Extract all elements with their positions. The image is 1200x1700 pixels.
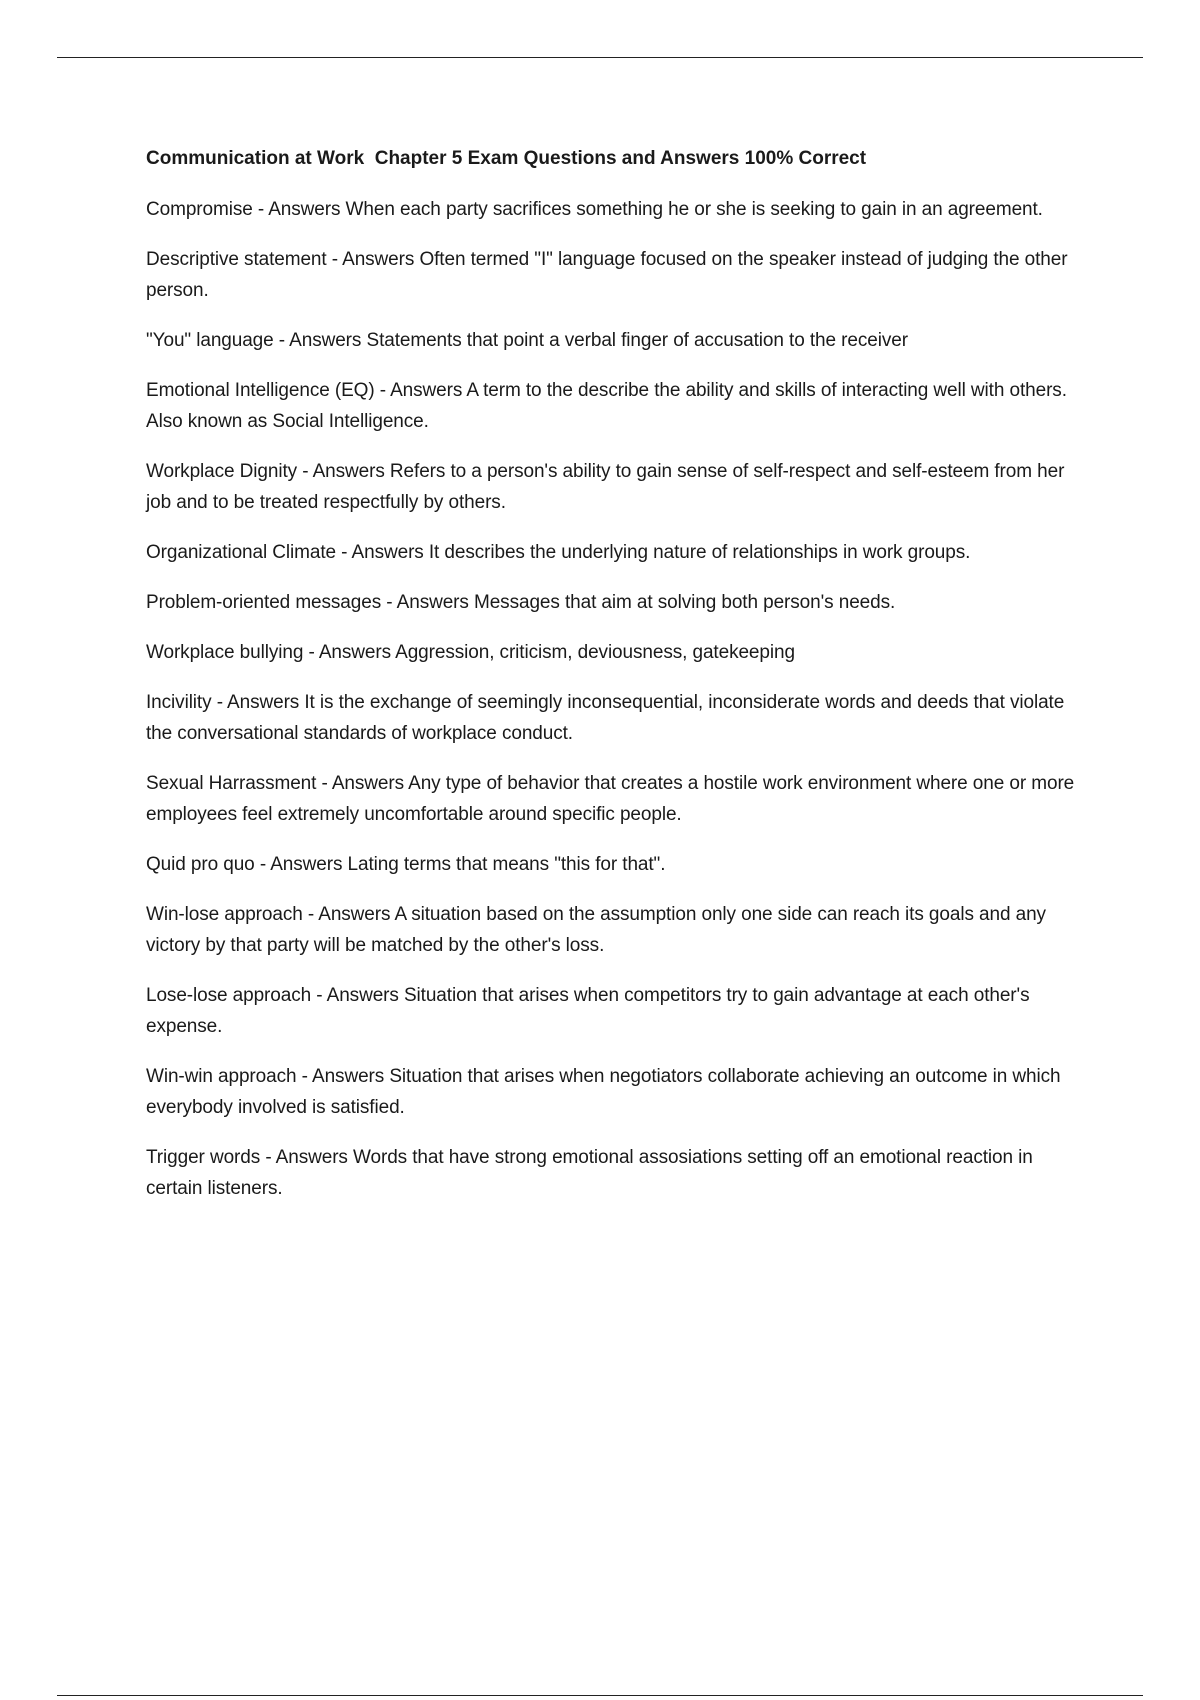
- qa-item-incivility: Incivility - Answers It is the exchange of seemingly inconsequential, inconsiderate words and deeds that violate the conversational standards of workplace conduct.: [146, 692, 1065, 744]
- qa-item-sexual-harrassment: Sexual Harrassment - Answers Any type of behavior that creates a hostile work environment where one or more employees feel extremely uncomfortable around specific people.: [146, 773, 1075, 825]
- footer-rule: [57, 1695, 1143, 1696]
- header-rule: [57, 57, 1143, 58]
- qa-item-descriptive-statement: Descriptive statement - Answers Often termed "I" language focused on the speaker instead of judging the other person.: [146, 249, 1068, 301]
- qa-item-you-language: "You" language - Answers Statements that point a verbal finger of accusation to the receiver: [146, 330, 908, 351]
- qa-item-compromise: Compromise - Answers When each party sacrifices something he or she is seeking to gain in an agreement.: [146, 199, 1043, 220]
- qa-item-organizational-climate: Organizational Climate - Answers It describes the underlying nature of relationships in work groups.: [146, 542, 971, 563]
- qa-item-lose-lose-approach: Lose-lose approach - Answers Situation that arises when competitors try to gain advantage at each other's expense.: [146, 985, 1030, 1037]
- qa-item-trigger-words: Trigger words - Answers Words that have strong emotional assosiations setting off an emotional reaction in certain listeners.: [146, 1147, 1033, 1199]
- qa-item-workplace-bullying: Workplace bullying - Answers Aggression, criticism, deviousness, gatekeeping: [146, 642, 795, 663]
- qa-item-problem-oriented-messages: Problem-oriented messages - Answers Messages that aim at solving both person's needs.: [146, 592, 896, 613]
- qa-item-emotional-intelligence: Emotional Intelligence (EQ) - Answers A term to the describe the ability and skills of interacting well with others. Also known as Social Intelligence.: [146, 380, 1067, 432]
- qa-list: [146, 194, 1086, 1204]
- qa-item-win-win-approach: Win-win approach - Answers Situation that arises when negotiators collaborate achieving an outcome in which everybody involved is satisfied.: [146, 1066, 1061, 1118]
- document-body: [146, 146, 1086, 1223]
- qa-item-workplace-dignity: Workplace Dignity - Answers Refers to a person's ability to gain sense of self-respect and self-esteem from her job and to be treated respectfully by others.: [146, 461, 1065, 513]
- document-title: Communication at Work Chapter 5 Exam Questions and Answers 100% Correct: [146, 148, 867, 169]
- qa-item-win-lose-approach: Win-lose approach - Answers A situation based on the assumption only one side can reach its goals and any victory by that party will be matched by the other's loss.: [146, 904, 1046, 956]
- qa-item-quid-pro-quo: Quid pro quo - Answers Lating terms that means "this for that".: [146, 854, 666, 875]
